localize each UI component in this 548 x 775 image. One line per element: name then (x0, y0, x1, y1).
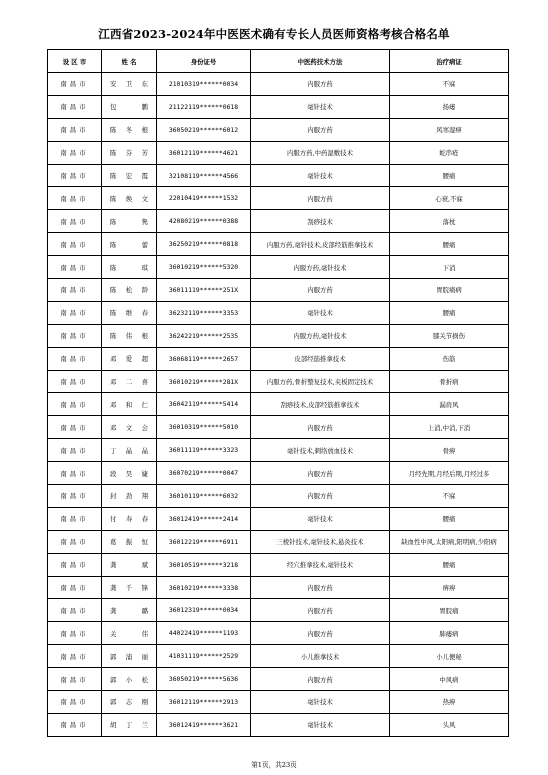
cell-disease: 蛇串疮 (390, 141, 509, 164)
qualified-list-table (47, 49, 509, 737)
cell-tcm-method: 内服方药 (251, 485, 390, 508)
cell-name (102, 553, 157, 576)
table-row (48, 393, 509, 416)
cell-tcm-method: 刮痧技术,皮部经筋推拿技术 (251, 393, 390, 416)
name-text: 关伟 (110, 629, 148, 638)
name-text: 胡丁兰 (110, 721, 148, 730)
cell-name (102, 324, 157, 347)
name-text: 陈蕾 (110, 240, 148, 249)
cell-region: 南昌市 (48, 279, 102, 302)
cell-disease: 风寒湿痹 (390, 118, 509, 141)
cell-region: 南昌市 (48, 73, 102, 96)
cell-name (102, 301, 157, 324)
table-row (48, 301, 509, 324)
cell-tcm-method: 毫针技术 (251, 301, 390, 324)
cell-tcm-method: 毫针技术,刺络放血技术 (251, 439, 390, 462)
table-row (48, 187, 509, 210)
cell-tcm-method: 内服方药 (251, 622, 390, 645)
name-text: 陈焕文 (110, 194, 148, 203)
table-row (48, 439, 509, 462)
header-id-number: 身份证号 (157, 50, 251, 73)
table-row (48, 164, 509, 187)
cell-disease: 伤筋 (390, 347, 509, 370)
cell-tcm-method: 内服方药 (251, 73, 390, 96)
table-row (48, 576, 509, 599)
cell-disease: 头风 (390, 713, 509, 736)
cell-region: 南昌市 (48, 599, 102, 622)
cell-id-number: 36010219******3338 (157, 576, 251, 599)
name-text: 陈伟根 (110, 332, 148, 341)
cell-id-number: 32108119******4566 (157, 164, 251, 187)
table-row (48, 73, 509, 96)
cell-tcm-method: 内服方药 (251, 462, 390, 485)
cell-name (102, 95, 157, 118)
cell-region: 南昌市 (48, 324, 102, 347)
cell-region: 南昌市 (48, 393, 102, 416)
name-text: 陈芬芳 (110, 149, 148, 158)
cell-disease: 落枕 (390, 210, 509, 233)
cell-disease: 胃脘痛病 (390, 279, 509, 302)
cell-id-number: 36012419******2414 (157, 507, 251, 530)
table-row (48, 347, 509, 370)
cell-id-number: 36042119******5414 (157, 393, 251, 416)
name-text: 郭浦丽 (110, 652, 148, 661)
cell-region: 南昌市 (48, 233, 102, 256)
table-row (48, 691, 509, 714)
cell-id-number: 44022419******1193 (157, 622, 251, 645)
cell-tcm-method: 皮部经筋推拿技术 (251, 347, 390, 370)
cell-id-number: 36012119******4621 (157, 141, 251, 164)
cell-region: 南昌市 (48, 553, 102, 576)
cell-region: 南昌市 (48, 370, 102, 393)
cell-region: 南昌市 (48, 210, 102, 233)
cell-name (102, 691, 157, 714)
name-text: 陈宏霞 (110, 172, 148, 180)
cell-name (102, 164, 157, 187)
cell-disease: 上消,中消,下消 (390, 416, 509, 439)
cell-name (102, 416, 157, 439)
cell-id-number: 36070219******0047 (157, 462, 251, 485)
cell-tcm-method: 内服方药 (251, 279, 390, 302)
cell-disease: 骨痹 (390, 439, 509, 462)
cell-disease: 胃脘痛 (390, 599, 509, 622)
cell-region: 南昌市 (48, 439, 102, 462)
cell-disease: 中风病 (390, 668, 509, 691)
cell-id-number: 41031119******2529 (157, 645, 251, 668)
cell-id-number: 21010319******0034 (157, 73, 251, 96)
table-row (48, 645, 509, 668)
header-tcm-method: 中医药技术方法 (251, 50, 390, 73)
cell-id-number: 36012319******0034 (157, 599, 251, 622)
cell-name (102, 347, 157, 370)
cell-id-number: 22010419******1532 (157, 187, 251, 210)
cell-region: 南昌市 (48, 347, 102, 370)
cell-disease: 不寐 (390, 485, 509, 508)
table-row (48, 553, 509, 576)
cell-disease: 下消 (390, 256, 509, 279)
cell-id-number: 36011119******251X (157, 279, 251, 302)
table-row (48, 118, 509, 141)
cell-id-number: 36010219******281X (157, 370, 251, 393)
cell-name (102, 233, 157, 256)
cell-tcm-method: 内服方药 (251, 599, 390, 622)
cell-id-number: 36050219******6012 (157, 118, 251, 141)
cell-name (102, 645, 157, 668)
cell-id-number: 36010119******6032 (157, 485, 251, 508)
table-header-row (48, 50, 509, 73)
cell-disease: 痹痹 (390, 576, 509, 599)
cell-tcm-method: 三棱针技术,毫针技术,悬灸技术 (251, 530, 390, 553)
table-row (48, 210, 509, 233)
name-text: 葛振恒 (110, 538, 148, 547)
name-text: 郭志刚 (110, 698, 148, 707)
table-row (48, 279, 509, 302)
cell-region: 南昌市 (48, 301, 102, 324)
name-text: 陈松龄 (110, 286, 148, 295)
cell-tcm-method: 内服方药 (251, 576, 390, 599)
table-row (48, 668, 509, 691)
cell-name (102, 393, 157, 416)
name-text: 龚斌 (110, 561, 148, 570)
cell-tcm-method: 内服方药,骨折整复技术,夹板固定技术 (251, 370, 390, 393)
name-text: 陈隽 (110, 217, 148, 226)
cell-id-number: 21122119******0618 (157, 95, 251, 118)
cell-name (102, 279, 157, 302)
header-name: 姓 名 (102, 50, 157, 73)
cell-disease: 腰痛 (390, 553, 509, 576)
cell-region: 南昌市 (48, 691, 102, 714)
cell-name (102, 485, 157, 508)
name-text: 丁晶晶 (110, 446, 148, 455)
cell-name (102, 256, 157, 279)
cell-disease: 腰痛 (390, 164, 509, 187)
cell-region: 南昌市 (48, 645, 102, 668)
cell-disease: 腰痛 (390, 301, 509, 324)
cell-name (102, 439, 157, 462)
name-text: 邓二喜 (110, 378, 148, 387)
cell-region: 南昌市 (48, 95, 102, 118)
cell-name (102, 118, 157, 141)
cell-tcm-method: 毫针技术 (251, 507, 390, 530)
name-text: 邓爱超 (110, 355, 148, 364)
cell-name (102, 141, 157, 164)
name-text: 陈冬根 (110, 126, 148, 135)
cell-id-number: 36012119******2913 (157, 691, 251, 714)
cell-disease: 小儿便秘 (390, 645, 509, 668)
name-text: 陈琪 (110, 263, 148, 272)
cell-region: 南昌市 (48, 576, 102, 599)
cell-name (102, 210, 157, 233)
cell-region: 南昌市 (48, 507, 102, 530)
table-row (48, 370, 509, 393)
cell-name (102, 187, 157, 210)
name-text: 陈维春 (110, 309, 148, 318)
cell-name (102, 713, 157, 736)
cell-region: 南昌市 (48, 462, 102, 485)
cell-region: 南昌市 (48, 622, 102, 645)
cell-name (102, 622, 157, 645)
table-row (48, 507, 509, 530)
cell-disease: 扬痿 (390, 95, 509, 118)
cell-name (102, 668, 157, 691)
cell-id-number: 42080219******0388 (157, 210, 251, 233)
cell-name (102, 599, 157, 622)
cell-disease: 缺血性中风,太阳病,阳明病,少阳病 (390, 530, 509, 553)
cell-disease: 腰痛 (390, 233, 509, 256)
table-row (48, 485, 509, 508)
cell-disease: 肺痿病 (390, 622, 509, 645)
cell-region: 南昌市 (48, 713, 102, 736)
cell-id-number: 36012219******6911 (157, 530, 251, 553)
cell-tcm-method: 内服方药,中药湿敷技术 (251, 141, 390, 164)
table-row (48, 256, 509, 279)
name-text: 龚千锋 (110, 584, 148, 593)
cell-id-number: 36068119******2657 (157, 347, 251, 370)
cell-id-number: 36012419******3621 (157, 713, 251, 736)
cell-id-number: 36010519******3218 (157, 553, 251, 576)
cell-tcm-method: 内服方药,毫针技术,皮部经筋推拿技术 (251, 233, 390, 256)
table-row (48, 599, 509, 622)
name-text: 郭小松 (110, 675, 148, 684)
cell-id-number: 36010219******5320 (157, 256, 251, 279)
cell-id-number: 36050219******5636 (157, 668, 251, 691)
cell-name (102, 73, 157, 96)
name-text: 封劲翔 (110, 492, 148, 501)
table-row (48, 324, 509, 347)
cell-name (102, 370, 157, 393)
header-disease: 治疗病证 (390, 50, 509, 73)
cell-region: 南昌市 (48, 187, 102, 210)
cell-tcm-method: 经穴推拿技术,毫针技术 (251, 553, 390, 576)
cell-region: 南昌市 (48, 485, 102, 508)
name-text: 包鹏 (110, 103, 148, 112)
page-title: 江西省2023-2024年中医医术确有专长人员医师资格考核合格名单 (98, 27, 450, 41)
cell-tcm-method: 刮痧技术 (251, 210, 390, 233)
cell-disease: 热痹 (390, 691, 509, 714)
cell-name (102, 530, 157, 553)
cell-region: 南昌市 (48, 141, 102, 164)
table-row (48, 141, 509, 164)
cell-region: 南昌市 (48, 118, 102, 141)
page-number: 第1页，共23页 (251, 761, 297, 769)
table-row (48, 713, 509, 736)
name-text: 段昊婕 (110, 469, 148, 478)
cell-region: 南昌市 (48, 256, 102, 279)
cell-name (102, 576, 157, 599)
header-region: 设 区 市 (48, 50, 102, 73)
cell-tcm-method: 内服方药,毫针技术 (251, 324, 390, 347)
table-row (48, 233, 509, 256)
cell-id-number: 36242219******2535 (157, 324, 251, 347)
table-row (48, 95, 509, 118)
cell-tcm-method: 内服方药 (251, 668, 390, 691)
cell-tcm-method: 毫针技术 (251, 713, 390, 736)
cell-disease: 不寐 (390, 73, 509, 96)
cell-id-number: 36232119******3353 (157, 301, 251, 324)
cell-tcm-method: 毫针技术 (251, 164, 390, 187)
cell-tcm-method: 小儿推拿技术 (251, 645, 390, 668)
cell-tcm-method: 内服方药 (251, 416, 390, 439)
table-row (48, 416, 509, 439)
cell-region: 南昌市 (48, 416, 102, 439)
table-body (48, 73, 509, 737)
cell-tcm-method: 内服方药,毫针技术 (251, 256, 390, 279)
cell-id-number: 36250219******0818 (157, 233, 251, 256)
cell-id-number: 36011119******3323 (157, 439, 251, 462)
cell-name (102, 462, 157, 485)
cell-disease: 膝关节损伤 (390, 324, 509, 347)
cell-disease: 心衰,不寐 (390, 187, 509, 210)
cell-tcm-method: 内服方药 (251, 118, 390, 141)
cell-region: 南昌市 (48, 668, 102, 691)
cell-disease: 腰痛 (390, 507, 509, 530)
cell-id-number: 36010319******5010 (157, 416, 251, 439)
cell-tcm-method: 内服方药 (251, 187, 390, 210)
name-text: 邓和仁 (110, 400, 148, 409)
table-row (48, 462, 509, 485)
name-text: 安卫东 (110, 80, 148, 89)
cell-tcm-method: 毫针技术 (251, 691, 390, 714)
table-row (48, 530, 509, 553)
cell-disease: 月经先期,月经后期,月经过多 (390, 462, 509, 485)
cell-tcm-method: 毫针技术 (251, 95, 390, 118)
cell-disease: 骨折病 (390, 370, 509, 393)
cell-disease: 漏肩风 (390, 393, 509, 416)
table-row (48, 622, 509, 645)
name-text: 付寿春 (110, 515, 148, 524)
name-text: 邓文会 (110, 423, 148, 432)
cell-region: 南昌市 (48, 530, 102, 553)
cell-region: 南昌市 (48, 164, 102, 187)
name-text: 龚璐 (110, 606, 148, 615)
cell-name (102, 507, 157, 530)
